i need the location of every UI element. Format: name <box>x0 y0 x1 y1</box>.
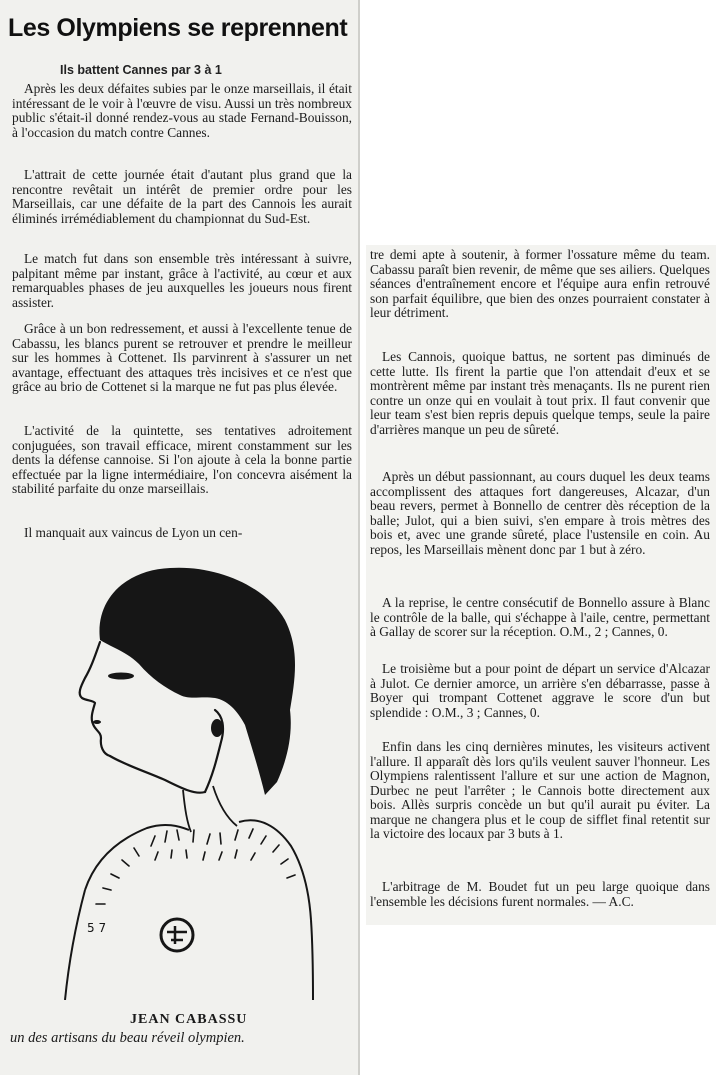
neck-lines <box>183 786 237 832</box>
jersey-collar <box>65 820 313 1000</box>
left-paragraph-2: L'attrait de cette journée était d'autant plus grand que la rencontre revêtait un intérêt de premier ordre pour les Marseillais, car une défaite de la part des Cannois les aurait éliminés irrémédiablement du championnat du Sud-Est. <box>12 167 352 226</box>
article-headline: Les Olympiens se reprennent <box>8 14 348 42</box>
right-paragraph-5: Le troisième but a pour point de départ un service d'Alcazar à Julot. Ce dernier amorce, un arrière s'en débarrasse, passe à Boyer qui trompant Cottenet aggrave le score d'un but splendide : O.M., 3 ; Cannes, 0. <box>370 661 710 720</box>
hair-mass <box>99 568 295 795</box>
right-paragraph-3: Après un début passionnant, au cours duquel les deux teams accomplissent des attaques fort dangereuses, Alcazar, d'un beau revers, permet à Bonnello de centrer dès réception de la balle; Julot, qui a bien suivi, s'en empare à trois mètres des bois et, avec une grande sûreté, place l'ustensile en coin. Au repos, les Marseillais mènent donc par 1 but à zéro. <box>370 469 710 557</box>
drawing-mark-text: 5 7 <box>87 921 107 935</box>
caption-name: JEAN CABASSU <box>130 1012 248 1027</box>
right-paragraph-1: tre demi apte à soutenir, à former l'ossature même du team. Cabassu paraît bien revenir, de même que ses ailiers. Quelques séances d'entraînement encore et l'équipe aura enfin retrouvé son parfait équilibre, que bien des onzes pourraient constater à leur détriment. <box>370 247 710 320</box>
right-paragraph-6: Enfin dans les cinq dernières minutes, les visiteurs activent l'allure. Il apparaît dès lors qu'ils veulent sauver l'honneur. Les Olympiens ralentissent l'allure et sur une action de Magnon, Durbec ne peut l'arrêter ; le Cannois botte directement aux bois. Allès surpris concède un but qu'il aurait pu éviter. La marque ne changera plus et le coup de sifflet final retentit sur la victoire des locaux par 3 buts à 1. <box>370 739 710 841</box>
right-paragraph-2: Les Cannois, quoique battus, ne sortent pas diminués de cette lutte. Ils firent la partie que l'on attendait d'eux et se montrèrent même par instant très menaçants. Ils ne purent rien contre un onze qui en voulait à tout prix. Il faut convenir que leur team s'est bien repris depuis quelque temps, seule la paire d'arrières manque un peu de sûreté. <box>370 349 710 437</box>
right-paragraph-7: L'arbitrage de M. Boudet fut un peu large quoique dans l'ensemble les décisions furent normales. — A.C. <box>370 879 710 909</box>
jean-cabassu-caricature <box>55 560 315 1000</box>
left-paragraph-4: Grâce à un bon redressement, et aussi à l'excellente tenue de Cabassu, les blancs purent se retrouver et prendre le meilleur sur les hommes à Cottenet. Ils parvinrent à s'assurer un net avantage, effectuant des attaques très incisives et ce n'est que grâce au brio de Cottenet si la marque ne fut pas plus élevée. <box>12 321 352 394</box>
left-paragraph-3: Le match fut dans son ensemble très intéressant à suivre, palpitant même par instant, grâce à l'activité, au cœur et aux remarquables phases de jeu auxquelles les joueurs nous firent assister. <box>12 251 352 310</box>
article-subheadline: Ils battent Cannes par 3 à 1 <box>60 63 222 77</box>
left-paragraph-5: L'activité de la quintette, ses tentatives adroitement conjuguées, son travail efficace, mirent constamment sur les dents la défense cannoise. Si l'on ajoute à cela la bonne partie effectuée par la ligne intermédiaire, l'on concevra aisément la stabilité parfaite du onze marseillais. <box>12 423 352 496</box>
column-rule <box>358 0 360 1075</box>
jersey-badge-ring <box>161 919 193 951</box>
jersey-badge-letters <box>167 926 187 944</box>
left-paragraph-6: Il manquait aux vaincus de Lyon un cen- <box>24 525 243 540</box>
collar-fur-texture <box>96 829 295 904</box>
left-paragraph-1: Après les deux défaites subies par le onze marseillais, il était intéressant de le voir à l'œuvre de visu. Aussi un très nombreux public s'était-il donné rendez-vous au stade Fernand-Bouisson, à l'occasion du match contre Cannes. <box>12 81 352 140</box>
caption-text: un des artisans du beau réveil olympien. <box>10 1030 245 1046</box>
right-paragraph-4: A la reprise, le centre consécutif de Bonnello assure à Blanc le contrôle de la balle, qui s'échappe à l'aile, centre, permettant à Gallay de scorer sur la réception. O.M., 2 ; Cannes, 0. <box>370 595 710 639</box>
